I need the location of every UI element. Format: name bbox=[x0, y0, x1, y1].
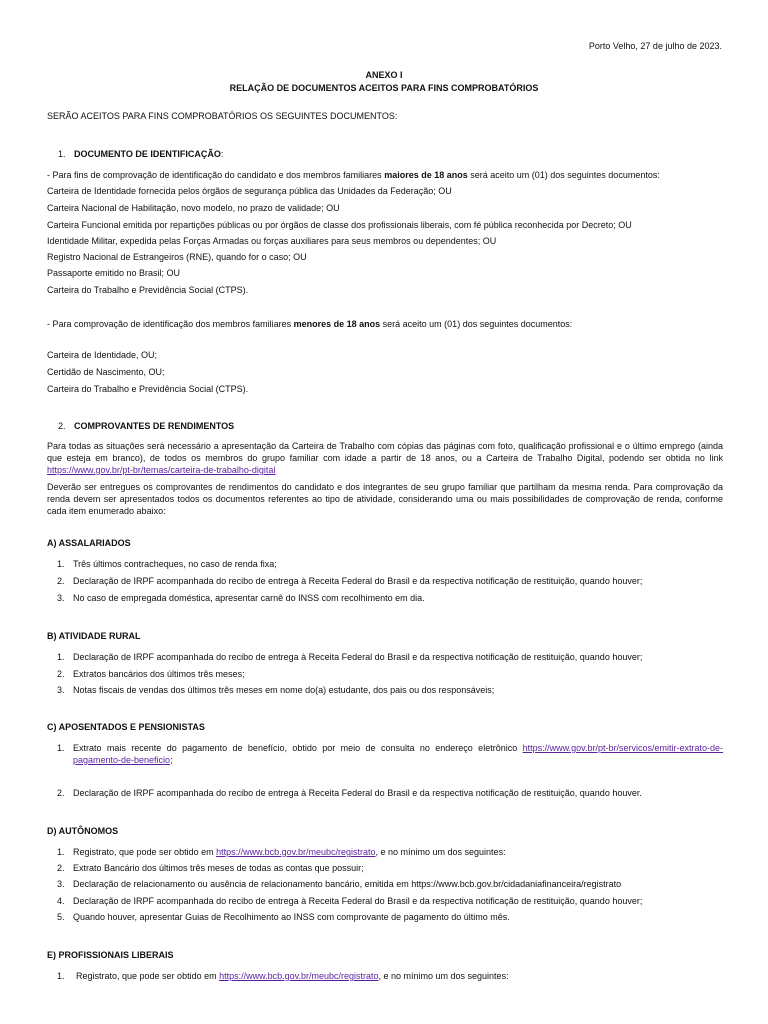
adult-doc-item: Carteira de Identidade fornecida pelos órgãos de segurança pública das Unidades da Federação; OU bbox=[47, 186, 452, 196]
section-a-title: A) ASSALARIADOS bbox=[47, 538, 131, 548]
adult-text-b: maiores de 18 anos bbox=[384, 170, 468, 180]
list-item-text: Declaração de IRPF acompanhada do recibo de entrega à Receita Federal do Brasil e da respectiva notificação de restituição, quando houver. bbox=[73, 788, 642, 798]
list-item-text: , e no mínimo um dos seguintes: bbox=[375, 847, 506, 857]
adult-doc-item: Passaporte emitido no Brasil; OU bbox=[47, 268, 181, 278]
list-item-text: Declaração de relacionamento ou ausência de relacionamento bancário, emitida em https://www.bcb.gov.br/cidadaniafinanceira/registrato bbox=[73, 879, 622, 889]
minor-doc-item: Carteira do Trabalho e Previdência Social (CTPS). bbox=[47, 384, 249, 394]
list-item: 1. Três últimos contracheques, no caso de renda fixa; bbox=[57, 559, 277, 569]
section-2-heading bbox=[58, 420, 722, 432]
registrato-link[interactable]: https://www.bcb.gov.br/meubc/registrato bbox=[219, 971, 379, 981]
minor-doc-item: Carteira de Identidade, OU; bbox=[47, 350, 158, 360]
benefit-statement-link[interactable]: https://www.gov.br/pt-br/servicos/emitir-extrato-de-pagamento-de-beneficio bbox=[73, 743, 723, 765]
list-item-text: Três últimos contracheques, no caso de renda fixa; bbox=[73, 559, 277, 569]
minor-text-c: será aceito um (01) dos seguintes documentos: bbox=[380, 319, 573, 329]
adult-doc-item: Registro Nacional de Estrangeiros (RNE), quando for o caso; OU bbox=[47, 252, 307, 262]
section-title: DOCUMENTO DE IDENTIFICAÇÃO bbox=[74, 149, 221, 159]
intro-text: SERÃO ACEITOS PARA FINS COMPROBATÓRIOS OS SEGUINTES DOCUMENTOS: bbox=[47, 111, 398, 121]
adult-text-c: será aceito um (01) dos seguintes documentos: bbox=[467, 170, 660, 180]
adult-doc-item: Carteira do Trabalho e Previdência Social (CTPS). bbox=[47, 285, 249, 295]
list-item-text: No caso de empregada doméstica, apresentar carnê do INSS com recolhimento em dia. bbox=[73, 593, 425, 603]
list-item-text: Quando houver, apresentar Guias de Recolhimento ao INSS com comprovante de pagamento do último mês. bbox=[73, 912, 510, 922]
paragraph-text: Para todas as situações será necessário a apresentação da Carteira de Trabalho com cópias das páginas com foto, qualificação profissional e o último emprego (ainda que esteja em branco), de todos os membros do grupo familiar com idade a partir de 18 anos, ou a Carteira de Trabalho Digital, podendo ser obtida no link bbox=[47, 441, 723, 463]
list-item-text: Registrato, que pode ser obtido em bbox=[76, 971, 220, 981]
list-item: 1. Registrato, que pode ser obtido em https://www.bcb.gov.br/meubc/registrato, e no mínimo um dos seguintes: bbox=[57, 847, 506, 857]
section-colon: : bbox=[220, 149, 224, 159]
list-item: 2. Declaração de IRPF acompanhada do recibo de entrega à Receita Federal do Brasil e da respectiva notificação de restituição, quando houver. bbox=[57, 788, 642, 798]
list-item: 3. Declaração de relacionamento ou ausência de relacionamento bancário, emitida em https://www.bcb.gov.br/cidadaniafinanceira/registrato bbox=[57, 879, 622, 889]
minor-doc-item: Certidão de Nascimento, OU; bbox=[47, 367, 165, 377]
income-paragraph-1 bbox=[47, 440, 723, 476]
minor-text-b: menores de 18 anos bbox=[293, 319, 381, 329]
document-title: RELAÇÃO DE DOCUMENTOS ACEITOS PARA FINS COMPROBATÓRIOS bbox=[229, 83, 539, 93]
list-item-text: Extrato Bancário dos últimos três meses de todas as contas que possuir; bbox=[73, 863, 364, 873]
list-item: 5. Quando houver, apresentar Guias de Recolhimento ao INSS com comprovante de pagamento do último mês. bbox=[57, 912, 510, 922]
income-paragraph-2: Deverão ser entregues os comprovantes de rendimentos do candidato e dos integrantes de seu grupo familiar que partilham da mesma renda. Para comprovação da renda devem ser apresentados todos os documentos referentes ao tipo de atividade, considerando uma ou mais possibilidades de comprovação de renda, conforme cada item enumerado abaixo: bbox=[47, 482, 723, 516]
section-e-title: E) PROFISSIONAIS LIBERAIS bbox=[47, 950, 174, 960]
list-item: 3. No caso de empregada doméstica, apresentar carnê do INSS com recolhimento em dia. bbox=[57, 593, 425, 603]
digital-work-card-link[interactable]: https://www.gov.br/pt-br/temas/carteira-de-trabalho-digital bbox=[47, 465, 276, 475]
adult-doc-item: Carteira Funcional emitida por repartições públicas ou por órgãos de classe dos profissionais liberais, com fé pública reconhecida por Decreto; OU bbox=[47, 220, 632, 230]
list-item-text: Declaração de IRPF acompanhada do recibo de entrega à Receita Federal do Brasil e da respectiva notificação de restituição, quando houver; bbox=[73, 576, 643, 586]
minor-id-instruction bbox=[47, 318, 723, 330]
minor-text-a: - Para comprovação de identificação dos membros familiares bbox=[47, 319, 294, 329]
document-date: Porto Velho, 27 de julho de 2023. bbox=[588, 41, 722, 51]
list-item: 2. Extratos bancários dos últimos três meses; bbox=[57, 669, 245, 679]
section-c-title: C) APOSENTADOS E PENSIONISTAS bbox=[47, 722, 205, 732]
section-b-title: B) ATIVIDADE RURAL bbox=[47, 631, 141, 641]
list-item: 1. Extrato mais recente do pagamento de benefício, obtido por meio de consulta no endereço eletrônico https://www.gov.br/pt-br/servicos/emitir-extrato-de-pagamento-de-beneficio; bbox=[57, 743, 723, 765]
list-item: 2. Declaração de IRPF acompanhada do recibo de entrega à Receita Federal do Brasil e da respectiva notificação de restituição, quando houver; bbox=[57, 576, 643, 586]
list-item-text: Declaração de IRPF acompanhada do recibo de entrega à Receita Federal do Brasil e da respectiva notificação de restituição, quando houver; bbox=[73, 652, 643, 662]
list-item: 1. Registrato, que pode ser obtido em https://www.bcb.gov.br/meubc/registrato, e no mínimo um dos seguintes: bbox=[57, 971, 509, 981]
list-item-text: Extratos bancários dos últimos três meses; bbox=[73, 669, 245, 679]
list-item: 1. Declaração de IRPF acompanhada do recibo de entrega à Receita Federal do Brasil e da respectiva notificação de restituição, quando houver; bbox=[57, 652, 643, 662]
list-item-text: ; bbox=[170, 755, 173, 765]
list-item-text: Registrato, que pode ser obtido em bbox=[73, 847, 217, 857]
adult-text-a: - Para fins de comprovação de identificação do candidato e dos membros familiares bbox=[47, 170, 385, 180]
list-item-text: Declaração de IRPF acompanhada do recibo de entrega à Receita Federal do Brasil e da respectiva notificação de restituição, quando houver; bbox=[73, 896, 643, 906]
annex-label: ANEXO I bbox=[365, 70, 403, 80]
list-item-text: Notas fiscais de vendas dos últimos três meses em nome do(a) estudante, dos pais ou dos responsáveis; bbox=[73, 685, 495, 695]
list-item: 4. Declaração de IRPF acompanhada do recibo de entrega à Receita Federal do Brasil e da respectiva notificação de restituição, quando houver; bbox=[57, 896, 643, 906]
adult-doc-item: Identidade Militar, expedida pelas Forças Armadas ou forças auxiliares para seus membros ou dependentes; OU bbox=[47, 236, 497, 246]
section-d-title: D) AUTÔNOMOS bbox=[47, 826, 119, 836]
list-item-text: , e no mínimo um dos seguintes: bbox=[378, 971, 509, 981]
adult-doc-item: Carteira Nacional de Habilitação, novo modelo, no prazo de validade; OU bbox=[47, 203, 340, 213]
list-item: 2. Extrato Bancário dos últimos três meses de todas as contas que possuir; bbox=[57, 863, 364, 873]
registrato-link[interactable]: https://www.bcb.gov.br/meubc/registrato bbox=[216, 847, 376, 857]
section-title: COMPROVANTES DE RENDIMENTOS bbox=[74, 421, 235, 431]
section-number: 1. bbox=[58, 149, 66, 159]
list-item: 3. Notas fiscais de vendas dos últimos três meses em nome do(a) estudante, dos pais ou dos responsáveis; bbox=[57, 685, 495, 695]
section-1-heading bbox=[58, 148, 722, 160]
section-number: 2. bbox=[58, 421, 66, 431]
list-item-text: Extrato mais recente do pagamento de benefício, obtido por meio de consulta no endereço eletrônico bbox=[73, 743, 523, 753]
adult-id-instruction bbox=[47, 169, 723, 181]
